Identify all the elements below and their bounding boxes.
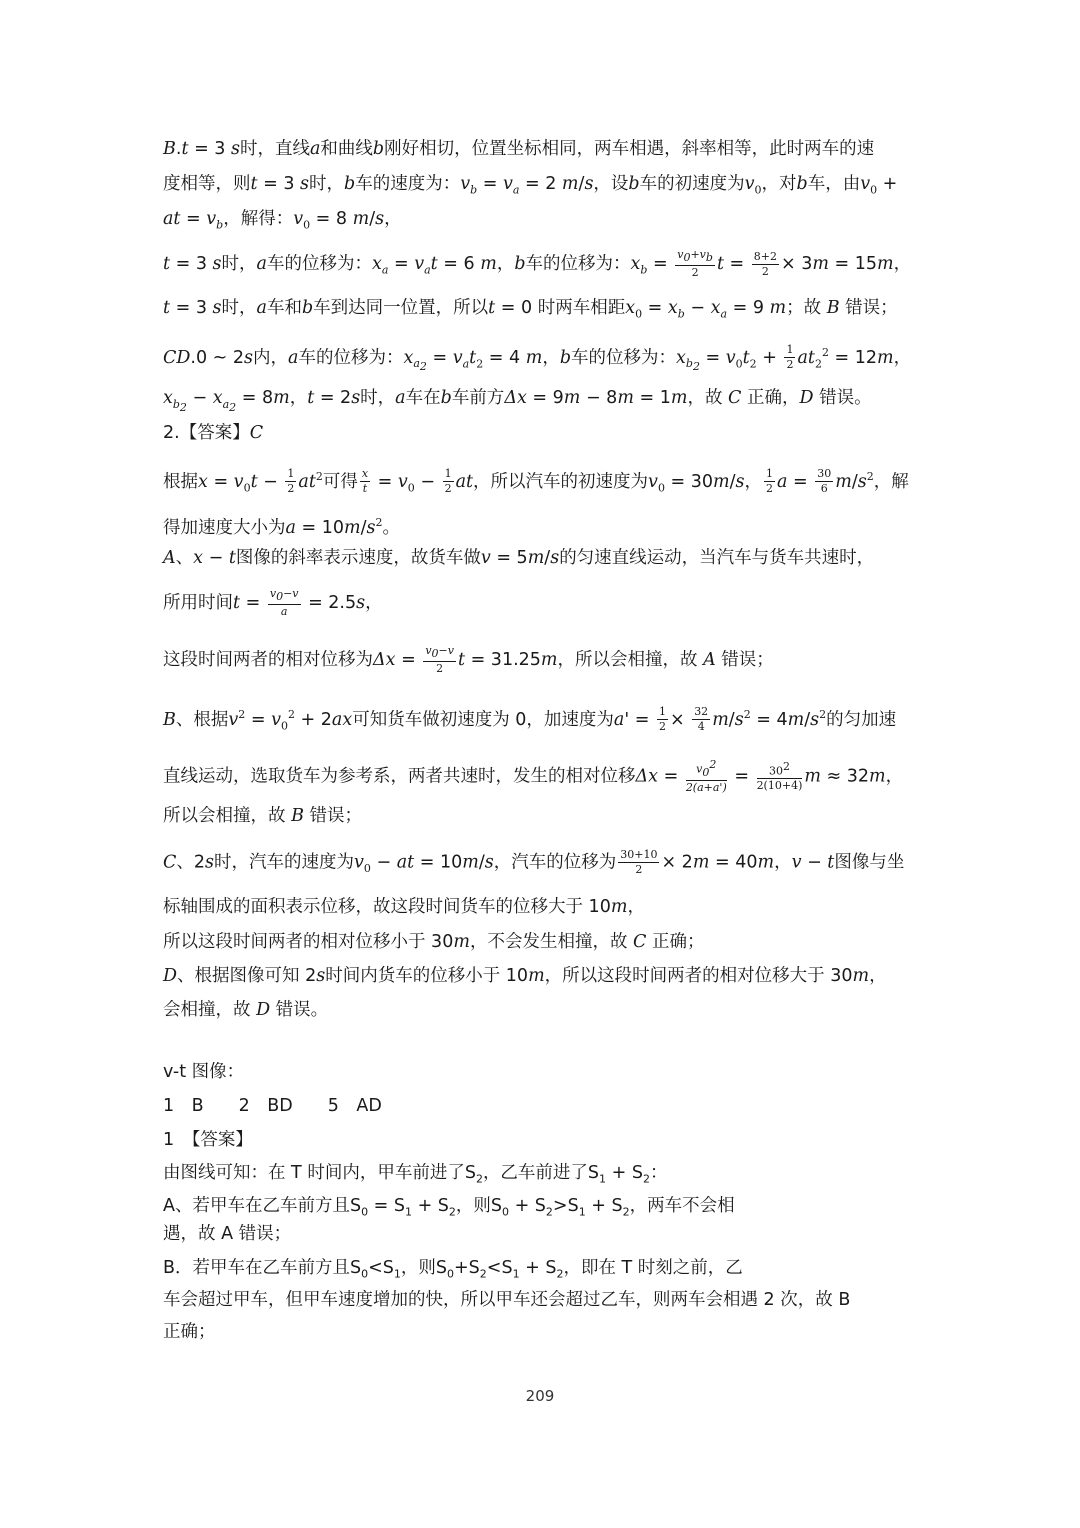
line-26: A、若甲车在乙车前方且$S_0 = S_1 + S_2$，则$S_0 + S_2>S_1 + S_2$，两车不会相 — [163, 1196, 735, 1219]
line-15: 直线运动，选取货车为参考系，两者共速时，发生的相对位移Δx = $\frac{v_0^2}{2(a+a')}$ = $\frac{30^2}{2(10+4)}$ m ≈ 32m， — [163, 758, 904, 794]
line-13: 这段时间两者的相对位移为Δx = $\frac{v_0-v}{2}$ t = 31.25m，所以会相撞，故 A 错误； — [163, 644, 774, 676]
line-12: 所用时间t = $\frac{v_0-v}{a}$ = 2.5s， — [163, 587, 383, 619]
line-11: A、x − t图像的斜率表示速度，故货车做v = 5m/s的匀速直线运动，当汽车与货车共速时， — [163, 548, 875, 568]
line-17: C、2s时，汽车的速度为$v_0$ − at = 10m/s，汽车的位移为 $\frac{30+10}{2}$ × 2m = 40m，v − t图像与坐 — [163, 848, 905, 876]
line-1: B.t = 3 s时，直线a和曲线b刚好相切，位置坐标相同，两车相遇，斜率相等，此时两车的速 — [163, 139, 875, 159]
line-3: at = $v_b$，解得：$v_0 = 8$ m/s， — [163, 209, 402, 232]
line-16: 所以会相撞，故 B 错误； — [163, 806, 363, 826]
line-21: 会相撞，故 D 错误。 — [163, 1000, 329, 1020]
page-number: 209 — [525, 1387, 555, 1405]
line-9: 根据$x = v_0t$ − $\frac{1}{2}$ $at^2$可得 $\frac{x}{t}$ = $v_0$ − $\frac{1}{2}$ at，所以汽车的初速度为$v_0 = 30m/s$， $\frac{1}{2}$ a = $\frac{30}{6}$ $m/s^2$，解 — [163, 467, 909, 496]
line-20: D、根据图像可知 2s时间内货车的位移小于 10m，所以这段时间两者的相对位移大于 30m， — [163, 966, 887, 986]
line-27: 遇，故 A 错误； — [163, 1224, 292, 1244]
line-23: 1 B 2 BD 5 AD — [163, 1096, 382, 1116]
line-22: v-t 图像： — [163, 1062, 245, 1082]
line-14: B、根据$v^2 = v_0^2 + 2ax$可知货车做初速度为 0，加速度为a' = $\frac{1}{2}$ × $\frac{32}{4}$ $m/s^2 = 4m/s^2$的匀加速 — [163, 705, 897, 734]
line-5: t = 3 s时，a车和b车到达同一位置，所以t = 0 时两车相距$x_0 = x_b - x_a = 9$ m；故 B 错误； — [163, 298, 898, 321]
line-18: 标轴围成的面积表示位移，故这段时间货车的位移大于 10m， — [163, 897, 645, 917]
line-24: 1 【答案】 — [163, 1130, 253, 1150]
line-10: 得加速度大小为$a = 10m/s^2$。 — [163, 516, 400, 538]
line-30: 正确； — [163, 1322, 216, 1342]
line-2: 度相等，则t = 3 s时，b车的速度为：$v_b = v_a = 2$ m/s，设b车的初速度为$v_0$，对b车，由$v_0$ + — [163, 174, 898, 197]
line-29: 车会超过甲车，但甲车速度增加的快，所以甲车还会超过乙车，则两车会相遇 2 次，故 B — [163, 1290, 851, 1310]
line-25: 由图线可知：在 T 时间内，甲车前进了$S_2$，乙车前进了$S_1 + S_2$： — [163, 1163, 668, 1186]
line-6: CD.0 ~ 2s内，a车的位移为：$x_{a_2} = v_at_2 = 4$ m，b车的位移为：$x_{b_2} = v_0t_2$ + $\frac{1}{2}$ $at_2^2 = 12m$， — [163, 343, 912, 374]
line-19: 所以这段时间两者的相对位移小于 30m，不会发生相撞，故 C 正确； — [163, 932, 705, 952]
line-7: $x_{b_2} - x_{a_2} = 8m$，t = 2s时，a车在b车前方Δx = 9m − 8m = 1m，故 C 正确，D 错误。 — [163, 388, 872, 414]
line-8: 2.【答案】C — [163, 423, 264, 443]
line-28: B．若甲车在乙车前方且$S_0<S_1$，则$S_0+S_2<S_1 + S_2$，即在 T 时刻之前，乙 — [163, 1258, 743, 1281]
line-4: t = 3 s时，a车的位移为：$x_a = v_at = 6$ m，b车的位移为：$x_b$ = $\frac{v_0+v_b}{2}$ t = $\frac{8+2}{2}$ × 3m = 15m， — [163, 248, 912, 280]
